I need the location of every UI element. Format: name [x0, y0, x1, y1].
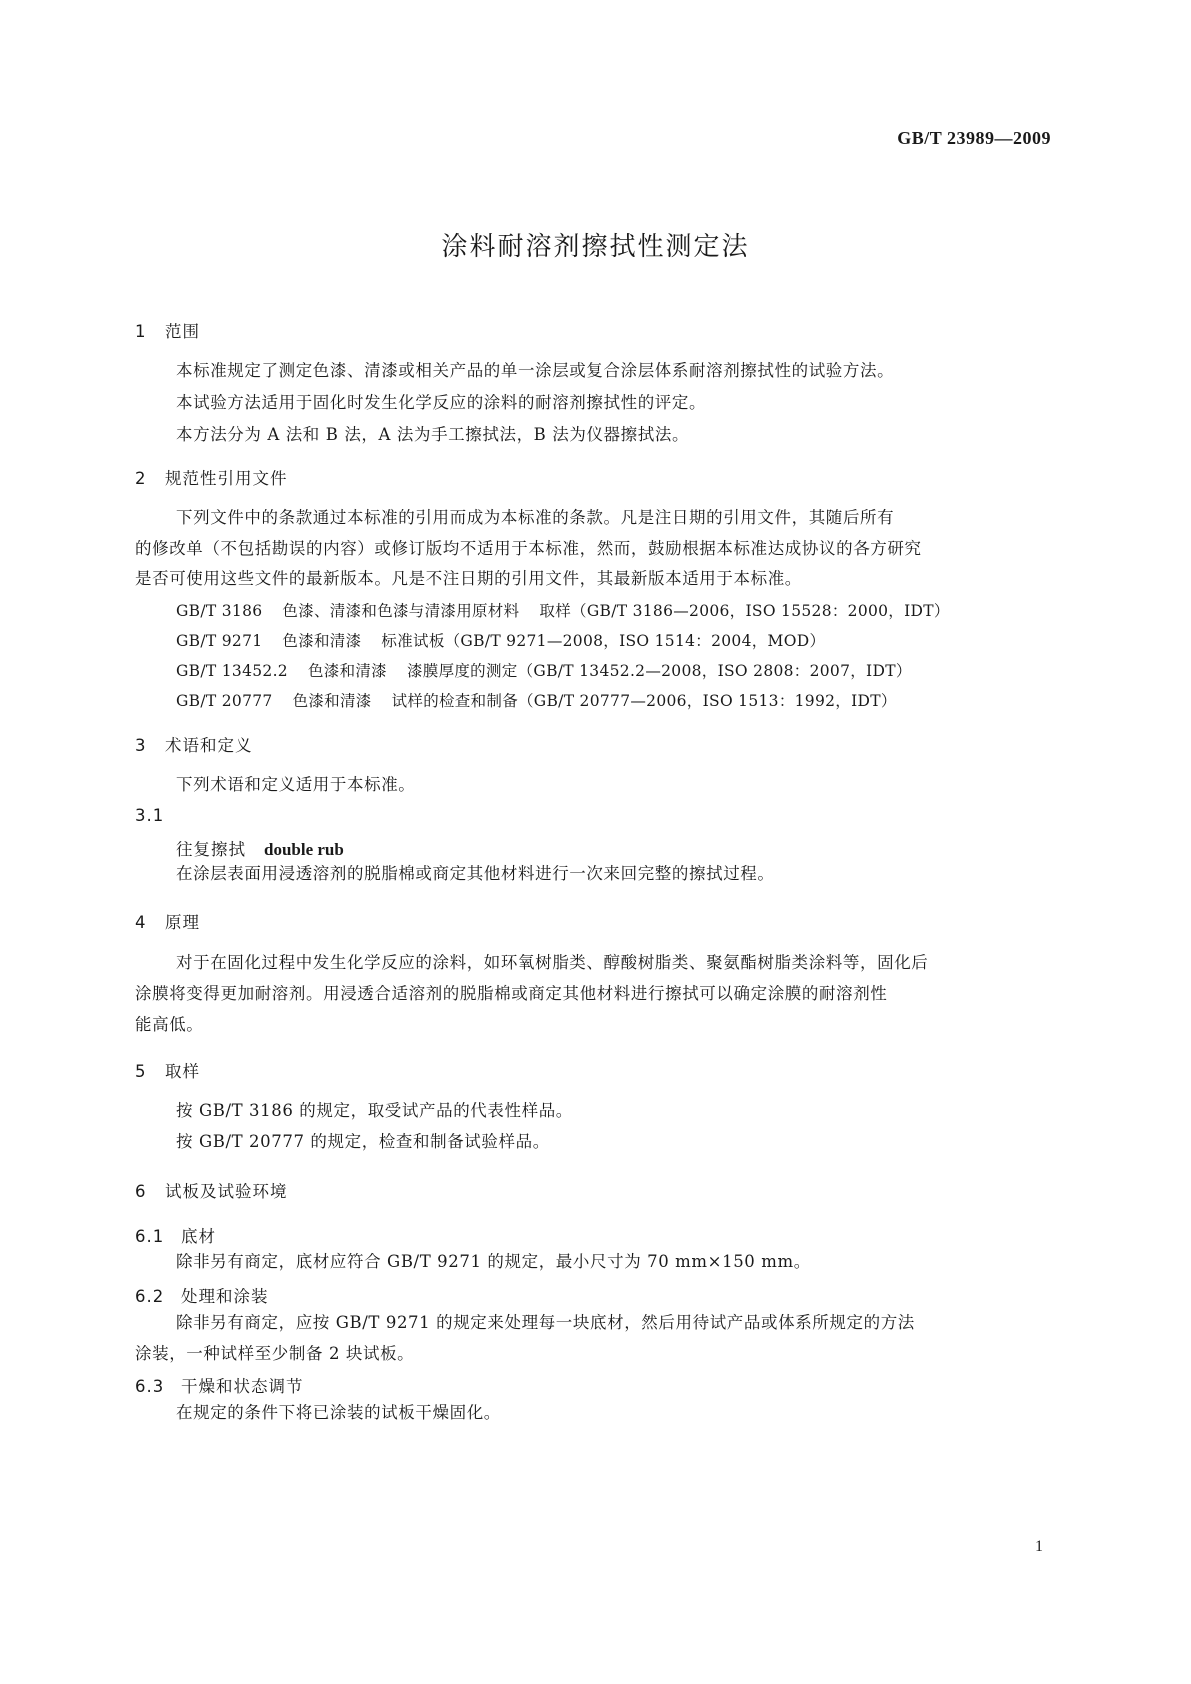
section-5-heading — [135, 1058, 200, 1082]
paragraph: 除非另有商定，底材应符合 GB/T 9271 的规定，最小尺寸为 70 mm×150 mm。 — [176, 1252, 811, 1271]
subsection-6-2-heading — [135, 1283, 269, 1307]
reference-title: 色漆和清漆 — [292, 692, 372, 710]
standard-code: GB/T 23989—2009 — [897, 128, 1051, 148]
paragraph: 按 GB/T 20777 的规定，检查和制备试验样品。 — [176, 1132, 550, 1151]
section-number: 6 — [135, 1182, 147, 1201]
reference-detail: 标准试板（GB/T 9271—2008，ISO 1514：2004，MOD） — [381, 632, 826, 650]
reference-item — [176, 689, 897, 711]
reference-item — [176, 659, 912, 681]
reference-detail: 漆膜厚度的测定（GB/T 13452.2—2008，ISO 2808：2007，IDT） — [406, 662, 912, 680]
term-heading — [176, 836, 344, 860]
section-title: 取样 — [165, 1062, 200, 1081]
term-definition: 在涂层表面用浸透溶剂的脱脂棉或商定其他材料进行一次来回完整的擦拭过程。 — [176, 864, 775, 883]
reference-detail: 试样的检查和制备（GB/T 20777—2006，ISO 1513：1992，IDT） — [391, 692, 897, 710]
paragraph-line: 涂装，一种试样至少制备 2 块试板。 — [135, 1344, 415, 1363]
paragraph-line: 能高低。 — [135, 1015, 204, 1034]
section-1-heading — [135, 318, 200, 342]
reference-item — [176, 599, 950, 621]
paragraph-line: 是否可使用这些文件的最新版本。凡是不注日期的引用文件，其最新版本适用于本标准。 — [135, 569, 802, 588]
reference-code: GB/T 3186 — [176, 602, 263, 620]
paragraph: 本试验方法适用于固化时发生化学反应的涂料的耐溶剂擦拭性的评定。 — [176, 393, 707, 412]
paragraph: 在规定的条件下将已涂装的试板干燥固化。 — [176, 1403, 501, 1422]
subsection-title: 底材 — [181, 1227, 216, 1246]
document-title: 涂料耐溶剂擦拭性测定法 — [441, 232, 750, 262]
reference-title: 色漆和清漆 — [282, 632, 362, 650]
paragraph: 本方法分为 A 法和 B 法，A 法为手工擦拭法，B 法为仪器擦拭法。 — [176, 425, 690, 444]
paragraph-line: 对于在固化过程中发生化学反应的涂料，如环氧树脂类、醇酸树脂类、聚氨酯树脂类涂料等，固化后 — [176, 953, 929, 972]
section-number: 3 — [135, 736, 147, 755]
paragraph: 下列术语和定义适用于本标准。 — [176, 775, 416, 794]
subsection-title: 处理和涂装 — [181, 1287, 269, 1306]
paragraph-line: 涂膜将变得更加耐溶剂。用浸透合适溶剂的脱脂棉或商定其他材料进行擦拭可以确定涂膜的耐溶剂性 — [135, 984, 888, 1003]
section-6-heading — [135, 1178, 288, 1202]
subsection-title: 干燥和状态调节 — [181, 1377, 304, 1396]
section-number: 2 — [135, 469, 147, 488]
section-title: 原理 — [165, 913, 200, 932]
reference-item — [176, 629, 825, 651]
paragraph-line: 的修改单（不包括勘误的内容）或修订版均不适用于本标准，然而，鼓励根据本标准达成协议的各方研究 — [135, 539, 922, 558]
section-title: 范围 — [165, 322, 200, 341]
section-number: 5 — [135, 1062, 147, 1081]
term-number: 3.1 — [135, 806, 165, 825]
section-title: 术语和定义 — [165, 736, 253, 755]
reference-code: GB/T 20777 — [176, 692, 273, 710]
subsection-number: 6.1 — [135, 1227, 165, 1246]
term-cn: 往复擦拭 — [176, 840, 246, 859]
section-number: 4 — [135, 913, 147, 932]
paragraph: 按 GB/T 3186 的规定，取受试产品的代表性样品。 — [176, 1101, 573, 1120]
reference-detail: 取样（GB/T 3186—2006，ISO 15528：2000，IDT） — [539, 602, 950, 620]
section-2-heading — [135, 465, 288, 489]
section-4-heading — [135, 909, 200, 933]
subsection-number: 6.3 — [135, 1377, 165, 1396]
reference-code: GB/T 9271 — [176, 632, 263, 650]
paragraph-line: 下列文件中的条款通过本标准的引用而成为本标准的条款。凡是注日期的引用文件，其随后所有 — [176, 508, 895, 527]
section-number: 1 — [135, 322, 147, 341]
paragraph: 本标准规定了测定色漆、清漆或相关产品的单一涂层或复合涂层体系耐溶剂擦拭性的试验方法。 — [176, 361, 895, 380]
subsection-number: 6.2 — [135, 1287, 165, 1306]
reference-title: 色漆和清漆 — [307, 662, 387, 680]
term-en: double rub — [264, 840, 344, 859]
page-number: 1 — [1035, 1538, 1043, 1555]
subsection-6-1-heading — [135, 1223, 216, 1247]
section-3-heading — [135, 732, 253, 756]
section-title: 试板及试验环境 — [165, 1182, 288, 1201]
subsection-6-3-heading — [135, 1373, 304, 1397]
section-title: 规范性引用文件 — [165, 469, 288, 488]
reference-title: 色漆、清漆和色漆与清漆用原材料 — [282, 602, 520, 620]
paragraph-line: 除非另有商定，应按 GB/T 9271 的规定来处理每一块底材，然后用待试产品或体系所规定的方法 — [176, 1313, 915, 1332]
reference-code: GB/T 13452.2 — [176, 662, 288, 680]
